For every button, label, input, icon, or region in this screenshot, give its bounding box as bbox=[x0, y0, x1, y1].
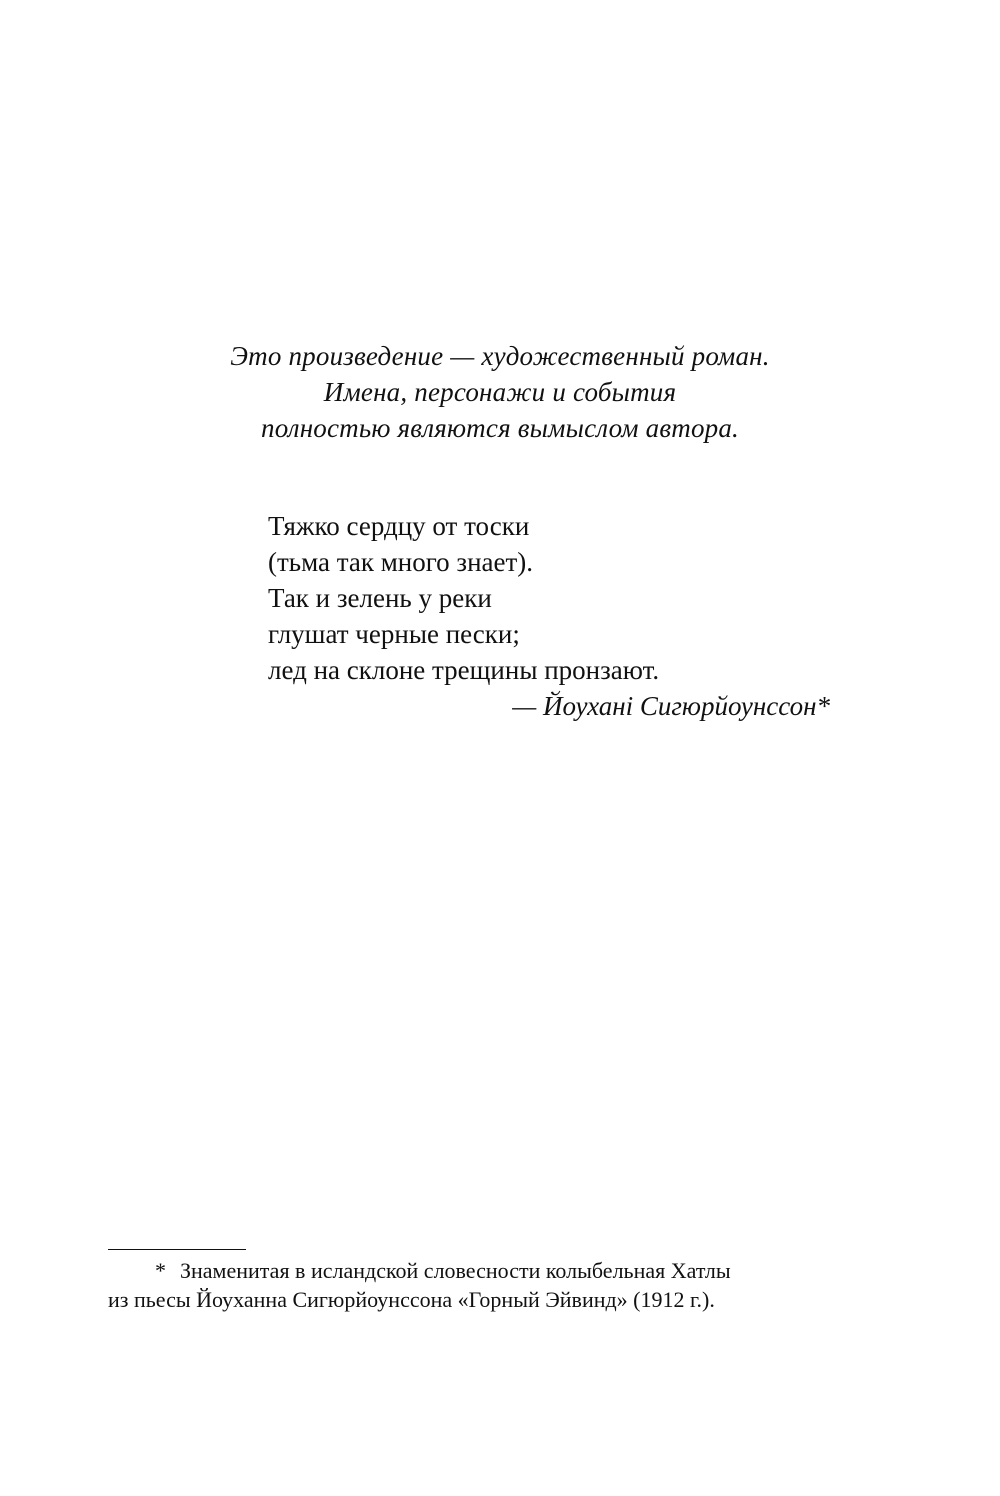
footnote-line: из пьесы Йоуханна Сигюрйоунссона «Горный Эйвинд» (1912 г.). bbox=[108, 1287, 715, 1312]
fiction-disclaimer bbox=[0, 338, 1000, 446]
disclaimer-line: Имена, персонажи и события bbox=[323, 377, 677, 407]
footnote bbox=[108, 1256, 848, 1314]
footnote-line bbox=[108, 1256, 848, 1285]
poem-line: Тяжко сердцу от тоски bbox=[268, 511, 530, 541]
disclaimer-line: Это произведение — художественный роман. bbox=[230, 341, 770, 371]
poem-line: лед на склоне трещины пронзают. bbox=[268, 655, 660, 685]
footnote-text: Знаменитая в исландской словесности колыбельная Хатлы bbox=[180, 1258, 731, 1283]
disclaimer-line: полностью являются вымыслом автора. bbox=[261, 413, 739, 443]
poem-line: глушат черные пески; bbox=[268, 619, 520, 649]
footnote-divider bbox=[108, 1249, 246, 1250]
epigraph-poem bbox=[268, 508, 838, 724]
epigraph-attribution: — Йоухані Сигюрйоунссон* bbox=[512, 691, 830, 721]
footnote-mark: * bbox=[155, 1258, 166, 1283]
poem-line: Так и зелень у реки bbox=[268, 583, 492, 613]
poem-line: (тьма так много знает). bbox=[268, 547, 534, 577]
